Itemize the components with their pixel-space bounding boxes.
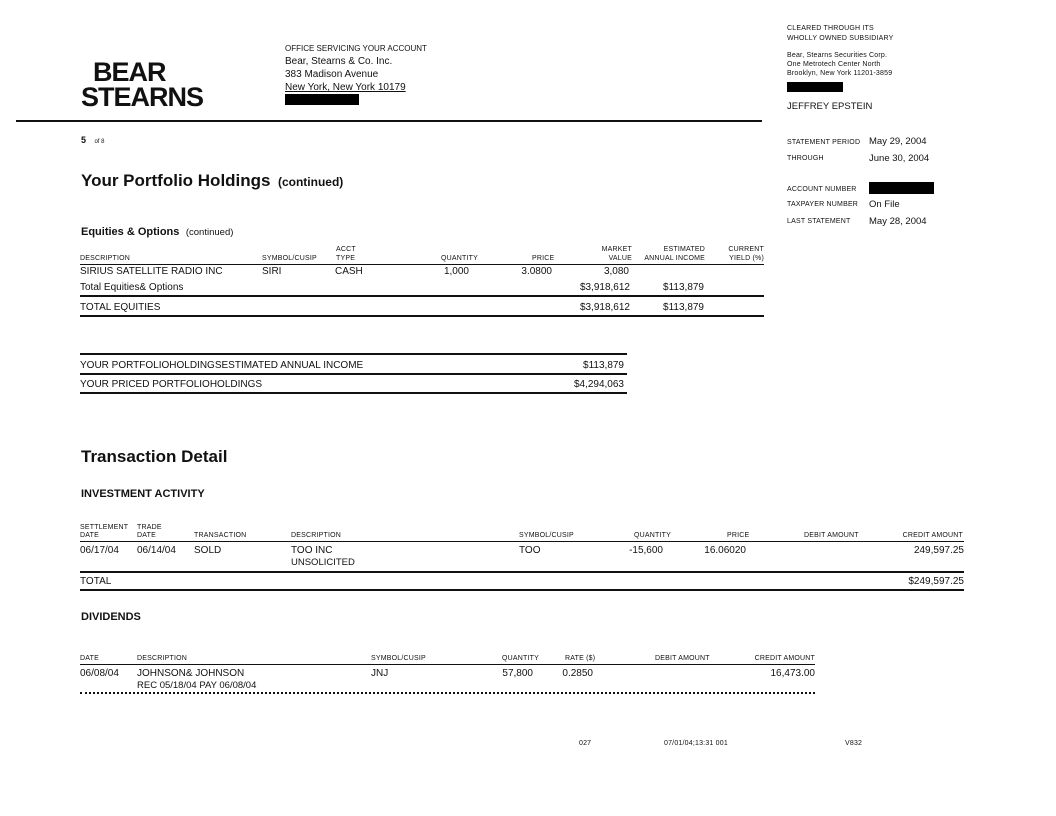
portfolio-title-text: Your Portfolio Holdings: [81, 171, 271, 190]
summary-priced-label: YOUR PRICED PORTFOLIOHOLDINGS: [80, 379, 263, 390]
dividend-date: 06/08/04: [80, 668, 119, 679]
summary-top-rule: [80, 353, 627, 355]
equity-quantity: 1,000: [443, 266, 469, 277]
col-header-current-1: CURRENT: [728, 246, 764, 253]
summary-bottom-rule: [80, 392, 627, 394]
dividends-dotted-rule: [80, 692, 815, 694]
office-name: Bear, Stearns & Co. Inc.: [285, 56, 393, 67]
col-header-trade-2: DATE: [137, 532, 156, 539]
summary-income-label: YOUR PORTFOLIOHOLDINGSESTIMATED ANNUAL INCOME: [80, 360, 364, 371]
col-header-estimated-2: ANNUAL INCOME: [644, 255, 705, 262]
taxpayer-value: On File: [869, 199, 900, 210]
bear-stearns-logo: [81, 57, 204, 112]
col-header-acct-1: ACCT: [336, 246, 356, 253]
investment-activity-title: INVESTMENT ACTIVITY: [81, 488, 205, 500]
col-header-price: PRICE: [532, 255, 555, 262]
clearing-line-1: CLEARED THROUGH ITS: [787, 25, 874, 32]
equity-acct-type: CASH: [335, 266, 363, 277]
div-header-rate: RATE ($): [565, 655, 596, 662]
through-value: June 30, 2004: [869, 153, 930, 164]
trade-date: 06/14/04: [137, 545, 176, 556]
redaction-bar: [285, 94, 359, 105]
clearing-street: One Metrotech Center North: [787, 61, 881, 68]
dividend-credit: 16,473.00: [770, 668, 815, 679]
header-divider: [16, 120, 762, 122]
transaction-symbol: TOO: [519, 545, 541, 556]
statement-period-label: STATEMENT PERIOD: [787, 139, 861, 146]
div-header-debit: DEBIT AMOUNT: [655, 655, 710, 662]
client-name: JEFFREY EPSTEIN: [787, 101, 873, 112]
clearing-line-2: WHOLLY OWNED SUBSIDIARY: [787, 35, 894, 42]
div-header-description: DESCRIPTION: [137, 655, 188, 662]
col-header-credit: CREDIT AMOUNT: [902, 532, 963, 539]
total-equities-annual-income: $113,879: [663, 302, 704, 313]
col-header-symbol: SYMBOL/CUSIP: [262, 255, 317, 262]
statement-period-value: May 29, 2004: [869, 136, 927, 147]
transaction-detail-title: Transaction Detail: [81, 447, 228, 466]
settlement-date: 06/17/04: [80, 545, 119, 556]
subtotal-annual-income: $113,879: [663, 282, 704, 293]
page-number: [81, 130, 104, 148]
total-equities-market-value: $3,918,612: [579, 302, 630, 313]
footer-code-2: V832: [845, 740, 863, 747]
redaction-bar: [787, 82, 843, 92]
equities-title-suffix: (continued): [185, 227, 234, 238]
col-header-settlement-2: DATE: [80, 532, 99, 539]
summary-middle-rule: [80, 373, 627, 375]
transaction-price: 16.06020: [704, 545, 746, 556]
subtotal-market-value: $3,918,612: [579, 282, 630, 293]
col-header-transaction: TRANSACTION: [194, 532, 247, 539]
equities-title: [81, 222, 233, 240]
col-header-description: DESCRIPTION: [291, 532, 342, 539]
col-header-estimated-1: ESTIMATED: [663, 246, 705, 253]
clearing-name: Bear, Stearns Securities Corp.: [787, 52, 888, 59]
clearing-city: Brooklyn, New York 11201-3859: [787, 70, 893, 77]
equity-market-value: 3,080: [603, 266, 629, 277]
dividends-title: DIVIDENDS: [81, 611, 141, 623]
total-equities-rule: [80, 315, 764, 317]
col-header-description: DESCRIPTION: [80, 255, 131, 262]
dividend-rate: 0.2850: [562, 668, 593, 679]
equity-symbol: SIRI: [262, 266, 282, 277]
transaction-description-1: TOO INC: [291, 545, 333, 556]
equity-price: 3.0800: [521, 266, 552, 277]
div-header-symbol: SYMBOL/CUSIP: [371, 655, 426, 662]
dividend-symbol: JNJ: [371, 668, 389, 679]
through-label: THROUGH: [787, 155, 824, 162]
subtotal-rule: [80, 295, 764, 297]
transaction-description-2: UNSOLICITED: [291, 557, 355, 568]
transaction-quantity: -15,600: [629, 545, 663, 556]
col-header-quantity: QUANTITY: [634, 532, 671, 539]
logo-line-2: STEARNS: [81, 82, 204, 112]
col-header-market-1: MARKET: [601, 246, 632, 253]
investment-total-top-rule: [80, 571, 964, 573]
subtotal-label: Total Equities& Options: [80, 282, 184, 293]
transaction-type: SOLD: [194, 545, 222, 556]
col-header-price: PRICE: [727, 532, 750, 539]
equity-description: SIRIUS SATELLITE RADIO INC: [80, 266, 223, 277]
total-equities-label: TOTAL EQUITIES: [80, 302, 161, 313]
investment-total-value: $249,597.25: [908, 576, 964, 587]
account-number-label: ACCOUNT NUMBER: [787, 186, 857, 193]
col-header-quantity: QUANTITY: [441, 255, 478, 262]
dividends-header-rule: [80, 664, 815, 665]
office-heading: OFFICE SERVICING YOUR ACCOUNT: [285, 44, 427, 53]
table-header-rule: [80, 264, 764, 265]
portfolio-title-suffix: (continued): [277, 175, 344, 189]
equities-title-text: Equities & Options: [81, 226, 180, 238]
div-header-date: DATE: [80, 655, 99, 662]
footer-code-1: 027: [579, 740, 592, 747]
div-header-quantity: QUANTITY: [502, 655, 539, 662]
col-header-acct-2: TYPE: [336, 255, 356, 262]
page-total: of 8: [94, 139, 105, 145]
col-header-current-2: YIELD (%): [729, 255, 764, 262]
div-header-credit: CREDIT AMOUNT: [754, 655, 815, 662]
col-header-debit: DEBIT AMOUNT: [804, 532, 859, 539]
dividend-description-2: REC 05/18/04 PAY 06/08/04: [137, 680, 257, 691]
col-header-settlement-1: SETTLEMENT: [80, 524, 129, 531]
redaction-bar: [869, 182, 934, 194]
investment-header-rule: [80, 541, 964, 542]
taxpayer-label: TAXPAYER NUMBER: [787, 201, 859, 208]
investment-total-bottom-rule: [80, 589, 964, 591]
office-city: New York, New York 10179: [285, 82, 406, 93]
summary-income-value: $113,879: [583, 360, 624, 371]
transaction-credit: 249,597.25: [913, 545, 964, 556]
col-header-symbol: SYMBOL/CUSIP: [519, 532, 574, 539]
page-current: 5: [81, 135, 87, 145]
col-header-market-2: VALUE: [608, 255, 632, 262]
col-header-trade-1: TRADE: [137, 524, 162, 531]
logo-line-1: BEAR: [93, 57, 166, 87]
dividend-description-1: JOHNSON& JOHNSON: [137, 668, 245, 679]
investment-total-label: TOTAL: [80, 576, 112, 587]
office-street: 383 Madison Avenue: [285, 69, 379, 80]
footer-timestamp: 07/01/04;13:31 001: [664, 740, 728, 747]
dividend-quantity: 57,800: [502, 668, 533, 679]
portfolio-title: [81, 171, 343, 191]
last-statement-label: LAST STATEMENT: [787, 218, 851, 225]
summary-priced-value: $4,294,063: [573, 379, 624, 390]
last-statement-value: May 28, 2004: [869, 216, 927, 227]
